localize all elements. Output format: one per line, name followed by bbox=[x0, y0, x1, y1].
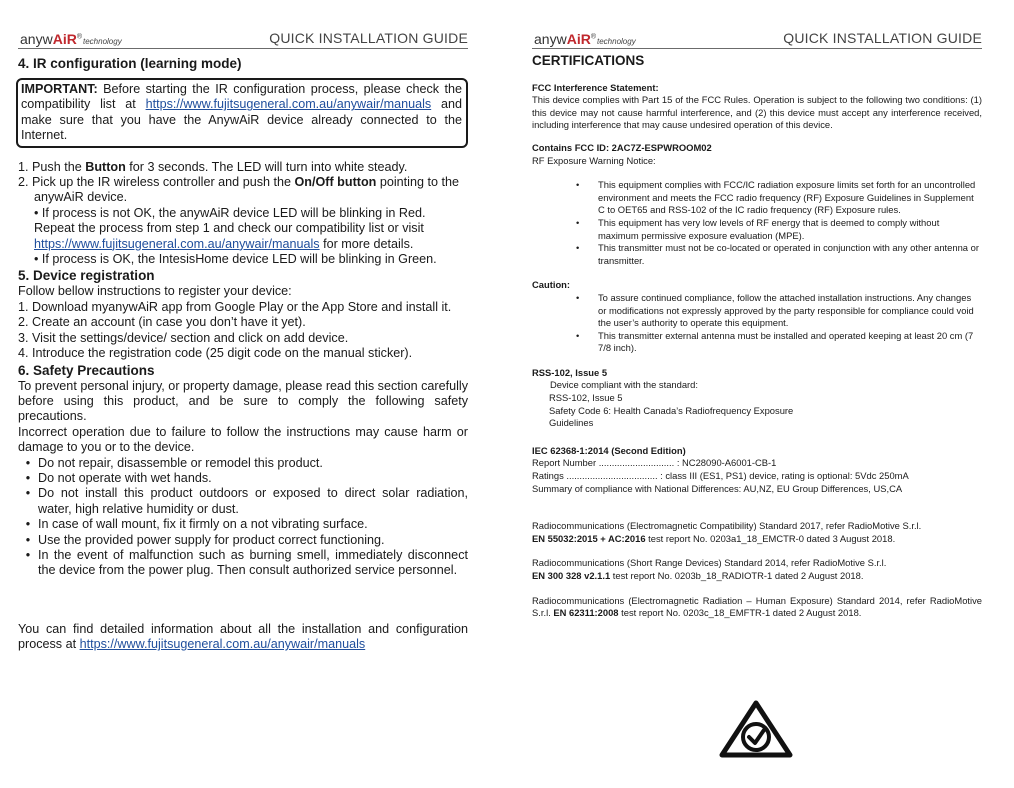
rss-line: Guidelines bbox=[549, 417, 594, 429]
rcm-compliance-mark-icon bbox=[719, 700, 793, 758]
registration-step: 3. Visit the settings/device/ section and click on add device. bbox=[18, 330, 349, 345]
radio-emr: Radiocommunications (Electromagnetic Radiation – Human Exposure) Standard 2014, refer RadioMotive S.r.l. EN 62311:2008 test report No. 0203c_18_EMFTR-1 dated 2 August 2018. bbox=[532, 594, 982, 619]
caution-bullet: • To assure continued compliance, follow the attached installation instructions. Any changes or modifications not expressly approved by the party responsible for compliance could void the user’s authority to operate this equipment. bbox=[576, 291, 974, 329]
bullet-icon: • bbox=[25, 532, 31, 547]
right-header bbox=[532, 30, 982, 49]
bullet-icon: • bbox=[25, 486, 31, 501]
certifications-title: CERTIFICATIONS bbox=[532, 53, 645, 68]
section-5-intro: Follow bellow instructions to register your device: bbox=[18, 284, 292, 299]
safety-paragraph-2: Incorrect operation due to failure to follow the instructions may cause harm or damage to you or to the device. bbox=[18, 424, 468, 455]
bullet-icon: • bbox=[25, 547, 31, 562]
registration-step: 1. Download myanywAiR app from Google Play or the App Store and install it. bbox=[18, 299, 452, 314]
safety-bullet: • Do not repair, disassemble or remodel this product. bbox=[18, 456, 468, 471]
guide-title: QUICK INSTALLATION GUIDE bbox=[783, 30, 982, 46]
safety-paragraph-1: To prevent personal injury, or property damage, please read this section carefully before using this product, and be sure to comply the following safety precautions. bbox=[18, 378, 468, 424]
section-4-title: 4. IR configuration (learning mode) bbox=[18, 56, 242, 71]
ir-ok-note: • If process is OK, the IntesisHome device LED will be blinking in Green. bbox=[34, 252, 437, 267]
safety-bullet: • In case of wall mount, fix it firmly on a not vibrating surface. bbox=[18, 517, 468, 532]
safety-bullet: • Use the provided power supply for product correct functioning. bbox=[18, 533, 468, 548]
important-box: IMPORTANT: Before starting the IR configuration process, please check the compatibility list at https://www.fujitsugeneral.com.au/anywair/manuals and make sure that you have the AnywAiR device already connected to the Internet. bbox=[16, 78, 468, 148]
report-number: Report Number ............................. : NC28090-A6001-CB-1 bbox=[532, 457, 777, 469]
bullet-icon: • bbox=[25, 455, 31, 470]
safety-bullet: • In the event of malfunction such as burning smell, immediately disconnect the device from the power plug. Then consult authorized service personnel. bbox=[18, 548, 468, 579]
safety-bullet: • Do not install this product outdoors or exposed to direct solar radiation, water, high relative humidity or dust. bbox=[18, 486, 468, 517]
bullet-icon: • bbox=[576, 179, 580, 191]
fcc-id: Contains FCC ID: 2AC7Z-ESPWROOM02 bbox=[532, 141, 712, 153]
manuals-link[interactable]: https://www.fujitsugeneral.com.au/anywair/manuals bbox=[145, 97, 432, 112]
rss-line: RSS-102, Issue 5 bbox=[549, 392, 623, 404]
left-content bbox=[18, 55, 468, 579]
ir-step-2: 2. Pick up the IR wireless controller and push the On/Off button pointing to the anywAiR device. bbox=[18, 175, 459, 205]
rss-line: Safety Code 6: Health Canada’s Radiofrequency Exposure bbox=[549, 404, 794, 416]
brand-logo: anywAiR®technology bbox=[20, 31, 122, 47]
brand-logo: anywAiR®technology bbox=[534, 31, 636, 47]
radio-emc: Radiocommunications (Electromagnetic Compatibility) Standard 2017, refer RadioMotive S.r.l. EN 55032:2015 + AC:2016 test report No. 0203a1_18_EMCTR-0 dated 3 August 2018. bbox=[532, 520, 922, 544]
radio-srd: Radiocommunications (Short Range Devices) Standard 2014, refer RadioMotive S.r.l. EN 300 328 v2.1.1 test report No. 0203b_18_RADIOTR-1 dated 2 August 2018. bbox=[532, 557, 887, 581]
rss-heading: RSS-102, Issue 5 bbox=[532, 366, 608, 378]
left-header bbox=[18, 30, 468, 49]
section-5-title: 5. Device registration bbox=[18, 268, 155, 284]
rss-line: Device compliant with the standard: bbox=[550, 379, 698, 391]
bullet-icon: • bbox=[576, 329, 580, 341]
manuals-link-3[interactable]: https://www.fujitsugeneral.com.au/anywair/manuals bbox=[79, 637, 366, 651]
ir-step-1: 1. Push the Button for 3 seconds. The LED will turn into white steady. bbox=[18, 159, 408, 174]
rf-bullet: • This equipment has very low levels of RF energy that is deemed to comply without maximum permissive exposure evaluation (MPE). bbox=[576, 216, 940, 241]
closing-paragraph: You can find detailed information about all the installation and configuration process at https://www.fujitsugeneral.com.au/anywair/manuals bbox=[18, 621, 468, 651]
certifications-content bbox=[532, 55, 982, 620]
safety-bullet: • Do not operate with wet hands. bbox=[18, 471, 468, 486]
bullet-icon: • bbox=[576, 291, 580, 303]
caution-heading: Caution: bbox=[532, 279, 571, 291]
guide-title: QUICK INSTALLATION GUIDE bbox=[269, 30, 468, 46]
rf-warning-heading: RF Exposure Warning Notice: bbox=[532, 154, 656, 166]
bullet-icon: • bbox=[576, 242, 580, 254]
ratings: Ratings ................................... : class III (ES1, PS1) device, rating is optional: 5Vdc 250mA bbox=[532, 470, 909, 482]
bullet-icon: • bbox=[25, 470, 31, 485]
registration-step: 4. Introduce the registration code (25 digit code on the manual sticker). bbox=[18, 346, 413, 361]
registration-step: 2. Create an account (in case you don’t have it yet). bbox=[18, 315, 306, 330]
section-6-title: 6. Safety Precautions bbox=[18, 362, 155, 378]
rf-bullet: • This equipment complies with FCC/IC radiation exposure limits set forth for an uncontrolled environment and meets the FCC radio frequency (RF) Exposure Guidelines in Supplement C to OET65 and RSS-102 of the IC radio frequency (RF) Exposure rules. bbox=[576, 179, 976, 216]
rf-bullet: • This transmitter must not be co-located or operated in conjunction with any other antenna or transmitter. bbox=[576, 242, 979, 266]
bullet-icon: • bbox=[576, 216, 580, 228]
compliance-summary: Summary of compliance with National Differences: AU,NZ, EU Group Differences, US,CA bbox=[532, 482, 903, 494]
iec-heading: IEC 62368-1:2014 (Second Edition) bbox=[532, 444, 686, 456]
important-label: IMPORTANT: bbox=[21, 82, 98, 96]
caution-bullet: • This transmitter external antenna must be installed and operated keeping at least 20 cm (7 7/8 inch). bbox=[576, 329, 974, 354]
manuals-link-2[interactable]: https://www.fujitsugeneral.com.au/anywair/manuals bbox=[34, 236, 320, 251]
fcc-statement: This device complies with Part 15 of the FCC Rules. Operation is subject to the following two conditions: (1) this device may not cause harmful interference, and (2) this device must accept any interference received, including interference that may cause undesired operation of this device. bbox=[532, 94, 982, 131]
bullet-icon: • bbox=[25, 517, 31, 532]
fcc-heading: FCC Interference Statement: bbox=[532, 81, 659, 93]
ir-not-ok-note: • If process is not OK, the anywAiR device LED will be blinking in Red. Repeat the process from step 1 and check our compatibility list or visit https://www.fujitsugeneral.com.au/anywair/manuals for more details. bbox=[34, 205, 426, 251]
